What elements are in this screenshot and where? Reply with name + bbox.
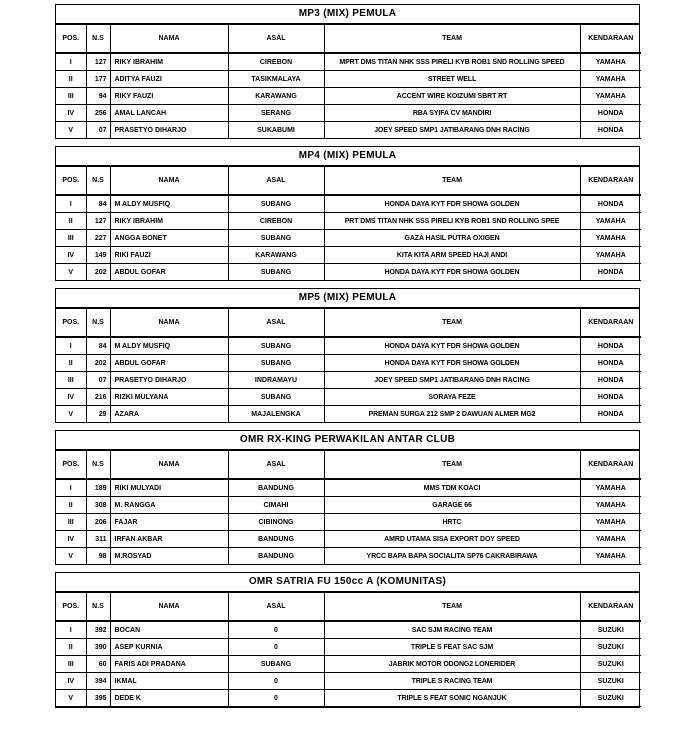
- results-section: [55, 288, 640, 423]
- cell-ns: 98: [86, 548, 110, 565]
- cell-nama: ABDUL GOFAR: [110, 264, 228, 281]
- cell-team: HONDA DAYA KYT FDR SHOWA GOLDEN: [324, 195, 580, 213]
- column-header-asal: ASAL: [228, 167, 324, 195]
- cell-asal: MAJALENGKA: [228, 406, 324, 423]
- cell-nama: FARIS ADI PRADANA: [110, 656, 228, 673]
- cell-nama: ASEP KURNIA: [110, 639, 228, 656]
- column-header-pos: POS.: [56, 593, 86, 621]
- table-row: [56, 213, 641, 230]
- table-row: [56, 105, 641, 122]
- cell-kendaraan: HONDA: [580, 406, 641, 423]
- section-title: MP5 (MIX) PEMULA: [56, 289, 639, 309]
- table-row: [56, 355, 641, 372]
- results-document: [55, 4, 640, 715]
- cell-ns: 227: [86, 230, 110, 247]
- table-row: [56, 639, 641, 656]
- cell-team: HONDA DAYA KYT FDR SHOWA GOLDEN: [324, 355, 580, 372]
- column-header-asal: ASAL: [228, 309, 324, 337]
- cell-team: HONDA DAYA KYT FDR SHOWA GOLDEN: [324, 264, 580, 281]
- cell-team: MMS TDM KOACI: [324, 479, 580, 497]
- cell-nama: RIKI FAUZI: [110, 247, 228, 264]
- cell-pos: V: [56, 406, 86, 423]
- cell-team: HONDA DAYA KYT FDR SHOWA GOLDEN: [324, 337, 580, 355]
- cell-nama: M ALDY MUSFIQ: [110, 195, 228, 213]
- cell-kendaraan: YAMAHA: [580, 497, 641, 514]
- results-section: [55, 572, 640, 708]
- column-header-kendaraan: KENDARAAN: [580, 167, 641, 195]
- cell-team: JABRIK MOTOR ODONG2 LONERIDER: [324, 656, 580, 673]
- cell-nama: PRASETYO DIHARJO: [110, 372, 228, 389]
- column-header-nama: NAMA: [110, 451, 228, 479]
- results-table: [56, 167, 641, 281]
- cell-pos: III: [56, 230, 86, 247]
- cell-team: TRIPLE S RACING TEAM: [324, 673, 580, 690]
- cell-pos: V: [56, 690, 86, 707]
- cell-asal: SUBANG: [228, 355, 324, 372]
- table-row: [56, 264, 641, 281]
- cell-kendaraan: HONDA: [580, 355, 641, 372]
- column-header-asal: ASAL: [228, 451, 324, 479]
- cell-team: RBA SYIFA CV MANDIRI: [324, 105, 580, 122]
- column-header-ns: N.S: [86, 593, 110, 621]
- cell-ns: 127: [86, 213, 110, 230]
- cell-ns: 308: [86, 497, 110, 514]
- cell-kendaraan: SUZUKI: [580, 639, 641, 656]
- cell-asal: 0: [228, 690, 324, 707]
- cell-team: SAC SJM RACING TEAM: [324, 621, 580, 639]
- cell-ns: 394: [86, 673, 110, 690]
- cell-team: SORAYA FEZE: [324, 389, 580, 406]
- cell-asal: SUBANG: [228, 337, 324, 355]
- cell-team: ACCENT WIRE KOIZUMI SBRT RT: [324, 88, 580, 105]
- cell-team: JOEY SPEED SMP1 JATIBARANG DNH RACING: [324, 122, 580, 139]
- cell-pos: II: [56, 213, 86, 230]
- cell-nama: M. RANGGA: [110, 497, 228, 514]
- cell-ns: 256: [86, 105, 110, 122]
- cell-team: KITA KITA ARM SPEED HAJI ANDI: [324, 247, 580, 264]
- cell-kendaraan: HONDA: [580, 195, 641, 213]
- cell-kendaraan: YAMAHA: [580, 213, 641, 230]
- column-header-pos: POS.: [56, 167, 86, 195]
- cell-kendaraan: HONDA: [580, 372, 641, 389]
- results-table: [56, 451, 641, 565]
- cell-ns: 127: [86, 53, 110, 71]
- column-header-nama: NAMA: [110, 167, 228, 195]
- table-row: [56, 71, 641, 88]
- cell-ns: 29: [86, 406, 110, 423]
- cell-ns: 392: [86, 621, 110, 639]
- column-header-kendaraan: KENDARAAN: [580, 309, 641, 337]
- header-row: [56, 451, 641, 479]
- cell-nama: BOCAN: [110, 621, 228, 639]
- results-table: [56, 309, 641, 423]
- cell-pos: I: [56, 53, 86, 71]
- cell-kendaraan: YAMAHA: [580, 71, 641, 88]
- cell-asal: SUBANG: [228, 195, 324, 213]
- cell-team: TRIPLE S FEAT SONIC NGANJUK: [324, 690, 580, 707]
- table-row: [56, 195, 641, 213]
- cell-asal: SUBANG: [228, 264, 324, 281]
- cell-pos: III: [56, 88, 86, 105]
- cell-pos: I: [56, 621, 86, 639]
- cell-pos: III: [56, 656, 86, 673]
- cell-ns: 216: [86, 389, 110, 406]
- cell-kendaraan: YAMAHA: [580, 247, 641, 264]
- results-table: [56, 593, 641, 707]
- table-row: [56, 372, 641, 389]
- cell-pos: II: [56, 639, 86, 656]
- cell-asal: SUBANG: [228, 656, 324, 673]
- cell-kendaraan: HONDA: [580, 264, 641, 281]
- column-header-asal: ASAL: [228, 25, 324, 53]
- column-header-pos: POS.: [56, 25, 86, 53]
- cell-team: TRIPLE S FEAT SAC SJM: [324, 639, 580, 656]
- table-row: [56, 548, 641, 565]
- cell-pos: V: [56, 548, 86, 565]
- results-section: [55, 4, 640, 139]
- cell-asal: INDRAMAYU: [228, 372, 324, 389]
- cell-pos: III: [56, 372, 86, 389]
- cell-asal: CIREBON: [228, 213, 324, 230]
- column-header-ns: N.S: [86, 25, 110, 53]
- cell-team: PREMAN SURGA 212 SMP 2 DAWUAN ALMER MG2: [324, 406, 580, 423]
- cell-pos: II: [56, 355, 86, 372]
- cell-asal: TASIKMALAYA: [228, 71, 324, 88]
- column-header-kendaraan: KENDARAAN: [580, 25, 641, 53]
- cell-team: HRTC: [324, 514, 580, 531]
- cell-nama: IKMAL: [110, 673, 228, 690]
- section-title: MP3 (MIX) PEMULA: [56, 5, 639, 25]
- table-row: [56, 690, 641, 707]
- cell-asal: KARAWANG: [228, 88, 324, 105]
- cell-team: GARAGE 66: [324, 497, 580, 514]
- cell-team: PRT DMS TITAN NHK SSS PIRELI KYB ROB1 SND ROLLING SPEE: [324, 213, 580, 230]
- cell-asal: 0: [228, 639, 324, 656]
- cell-pos: II: [56, 71, 86, 88]
- cell-pos: I: [56, 337, 86, 355]
- column-header-ns: N.S: [86, 167, 110, 195]
- header-row: [56, 309, 641, 337]
- column-header-nama: NAMA: [110, 309, 228, 337]
- column-header-asal: ASAL: [228, 593, 324, 621]
- cell-nama: FAJAR: [110, 514, 228, 531]
- table-row: [56, 122, 641, 139]
- cell-kendaraan: YAMAHA: [580, 479, 641, 497]
- cell-ns: 202: [86, 355, 110, 372]
- table-row: [56, 497, 641, 514]
- cell-ns: 07: [86, 372, 110, 389]
- section-title: OMR SATRIA FU 150cc A (KOMUNITAS): [56, 573, 639, 593]
- cell-ns: 390: [86, 639, 110, 656]
- cell-nama: PRASETYO DIHARJO: [110, 122, 228, 139]
- cell-nama: ABDUL GOFAR: [110, 355, 228, 372]
- cell-team: GAZA HASIL PUTRA OXIGEN: [324, 230, 580, 247]
- header-row: [56, 593, 641, 621]
- cell-kendaraan: YAMAHA: [580, 514, 641, 531]
- cell-kendaraan: SUZUKI: [580, 656, 641, 673]
- column-header-team: TEAM: [324, 593, 580, 621]
- cell-ns: 84: [86, 337, 110, 355]
- cell-nama: AMAL LANCAH: [110, 105, 228, 122]
- table-row: [56, 479, 641, 497]
- cell-nama: ADITYA FAUZI: [110, 71, 228, 88]
- cell-asal: CIREBON: [228, 53, 324, 71]
- cell-ns: 395: [86, 690, 110, 707]
- cell-nama: RIKY IBRAHIM: [110, 213, 228, 230]
- cell-kendaraan: HONDA: [580, 389, 641, 406]
- cell-kendaraan: HONDA: [580, 122, 641, 139]
- cell-asal: BANDUNG: [228, 531, 324, 548]
- column-header-team: TEAM: [324, 25, 580, 53]
- cell-pos: IV: [56, 247, 86, 264]
- column-header-team: TEAM: [324, 451, 580, 479]
- column-header-ns: N.S: [86, 309, 110, 337]
- table-row: [56, 656, 641, 673]
- cell-pos: III: [56, 514, 86, 531]
- cell-asal: SUBANG: [228, 230, 324, 247]
- cell-team: YRCC BAPA BAPA SOCIALITA SP76 CAKRABIRAWA: [324, 548, 580, 565]
- section-title: OMR RX-KING PERWAKILAN ANTAR CLUB: [56, 431, 639, 451]
- cell-pos: II: [56, 497, 86, 514]
- cell-ns: 07: [86, 122, 110, 139]
- table-row: [56, 88, 641, 105]
- cell-nama: IRFAN AKBAR: [110, 531, 228, 548]
- table-row: [56, 230, 641, 247]
- cell-ns: 94: [86, 88, 110, 105]
- cell-ns: 149: [86, 247, 110, 264]
- cell-nama: ANGGA BONET: [110, 230, 228, 247]
- cell-asal: SUBANG: [228, 389, 324, 406]
- cell-pos: IV: [56, 389, 86, 406]
- table-row: [56, 514, 641, 531]
- cell-pos: V: [56, 264, 86, 281]
- cell-nama: M.ROSYAD: [110, 548, 228, 565]
- cell-asal: KARAWANG: [228, 247, 324, 264]
- results-section: [55, 430, 640, 565]
- cell-nama: DEDE K: [110, 690, 228, 707]
- cell-ns: 206: [86, 514, 110, 531]
- cell-kendaraan: SUZUKI: [580, 690, 641, 707]
- column-header-team: TEAM: [324, 167, 580, 195]
- cell-nama: RIKY FAUZI: [110, 88, 228, 105]
- cell-pos: IV: [56, 673, 86, 690]
- cell-asal: BANDUNG: [228, 548, 324, 565]
- cell-nama: RIZKI MULYANA: [110, 389, 228, 406]
- table-row: [56, 247, 641, 264]
- cell-nama: RIKY IBRAHIM: [110, 53, 228, 71]
- cell-ns: 311: [86, 531, 110, 548]
- cell-pos: V: [56, 122, 86, 139]
- cell-kendaraan: YAMAHA: [580, 230, 641, 247]
- table-row: [56, 389, 641, 406]
- header-row: [56, 167, 641, 195]
- cell-pos: I: [56, 479, 86, 497]
- cell-team: MPRT DMS TITAN NHK SSS PIRELI KYB ROB1 SND ROLLING SPEED: [324, 53, 580, 71]
- cell-kendaraan: YAMAHA: [580, 88, 641, 105]
- cell-ns: 177: [86, 71, 110, 88]
- column-header-team: TEAM: [324, 309, 580, 337]
- cell-ns: 202: [86, 264, 110, 281]
- section-title: MP4 (MIX) PEMULA: [56, 147, 639, 167]
- cell-asal: 0: [228, 621, 324, 639]
- cell-kendaraan: YAMAHA: [580, 53, 641, 71]
- cell-kendaraan: HONDA: [580, 337, 641, 355]
- column-header-nama: NAMA: [110, 25, 228, 53]
- cell-kendaraan: SUZUKI: [580, 621, 641, 639]
- cell-asal: SERANG: [228, 105, 324, 122]
- table-row: [56, 337, 641, 355]
- cell-nama: M ALDY MUSFIQ: [110, 337, 228, 355]
- cell-ns: 189: [86, 479, 110, 497]
- cell-kendaraan: YAMAHA: [580, 531, 641, 548]
- cell-nama: RIKI MULYADI: [110, 479, 228, 497]
- cell-team: STREET WELL: [324, 71, 580, 88]
- cell-asal: SUKABUMI: [228, 122, 324, 139]
- column-header-nama: NAMA: [110, 593, 228, 621]
- column-header-ns: N.S: [86, 451, 110, 479]
- cell-kendaraan: SUZUKI: [580, 673, 641, 690]
- cell-kendaraan: HONDA: [580, 105, 641, 122]
- table-row: [56, 673, 641, 690]
- table-row: [56, 406, 641, 423]
- table-row: [56, 531, 641, 548]
- cell-pos: IV: [56, 531, 86, 548]
- column-header-kendaraan: KENDARAAN: [580, 593, 641, 621]
- column-header-pos: POS.: [56, 451, 86, 479]
- column-header-pos: POS.: [56, 309, 86, 337]
- table-row: [56, 53, 641, 71]
- cell-team: AMRD UTAMA SISA EXPORT DOY SPEED: [324, 531, 580, 548]
- cell-asal: BANDUNG: [228, 479, 324, 497]
- cell-asal: CIMAHI: [228, 497, 324, 514]
- cell-ns: 84: [86, 195, 110, 213]
- cell-pos: I: [56, 195, 86, 213]
- results-table: [56, 25, 641, 139]
- cell-asal: CIBINONG: [228, 514, 324, 531]
- cell-pos: IV: [56, 105, 86, 122]
- column-header-kendaraan: KENDARAAN: [580, 451, 641, 479]
- table-row: [56, 621, 641, 639]
- cell-ns: 60: [86, 656, 110, 673]
- cell-kendaraan: YAMAHA: [580, 548, 641, 565]
- results-section: [55, 146, 640, 281]
- cell-team: JOEY SPEED SMP1 JATIBARANG DNH RACING: [324, 372, 580, 389]
- cell-asal: 0: [228, 673, 324, 690]
- cell-nama: AZARA: [110, 406, 228, 423]
- header-row: [56, 25, 641, 53]
